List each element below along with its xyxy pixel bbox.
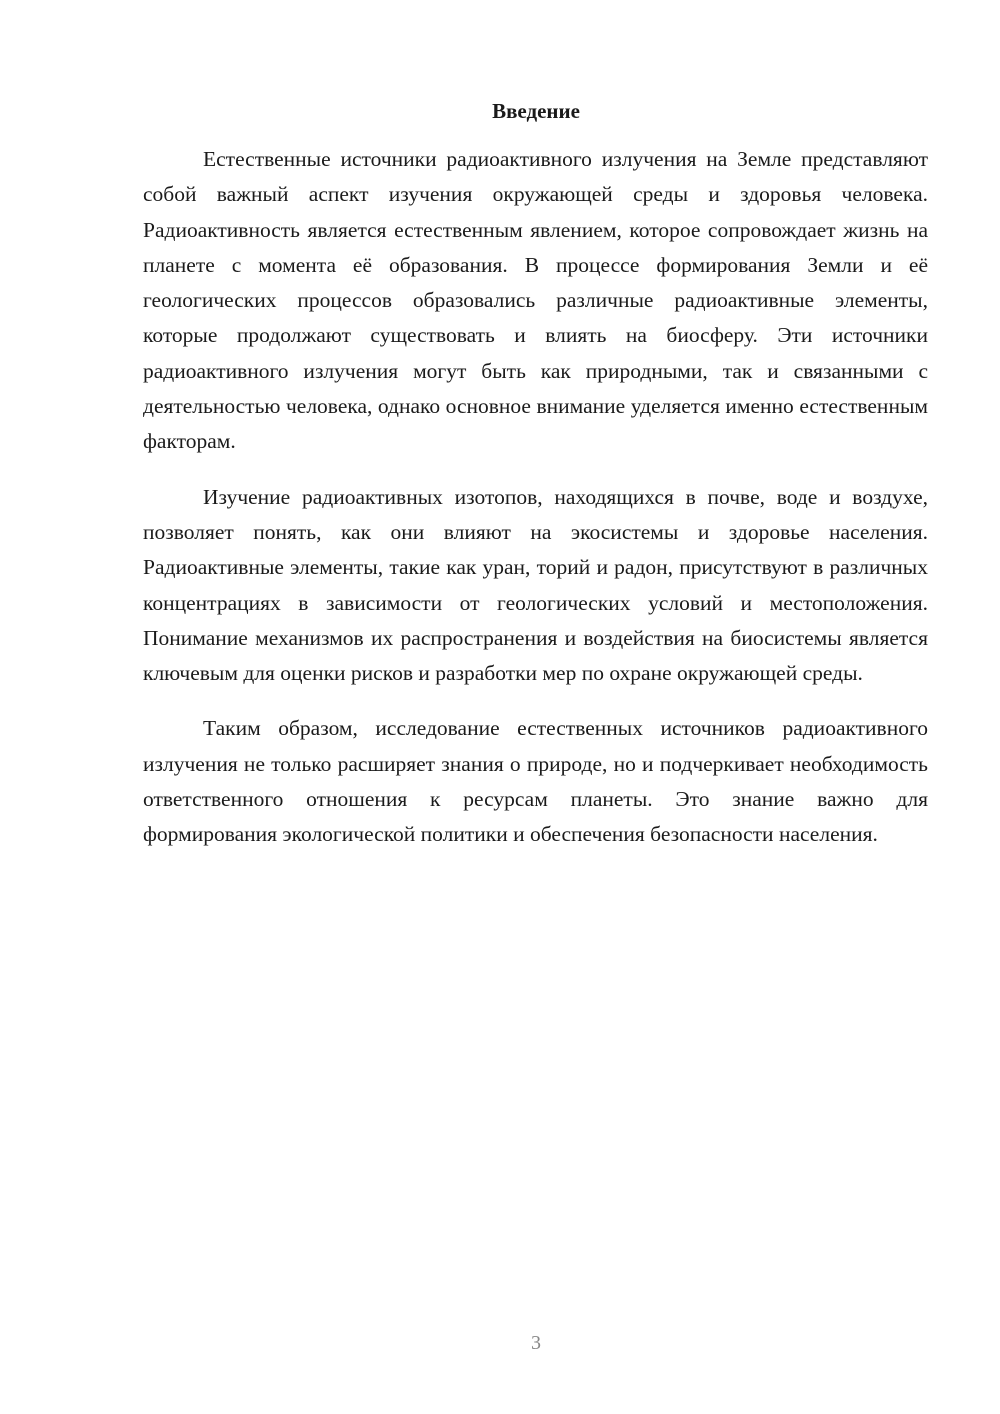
- paragraph-2: Изучение радиоактивных изотопов, находящихся в почве, воде и воздухе, позволяет понять, как они влияют на экосистемы и здоровье населения. Радиоактивные элементы, такие как уран, торий и радон, присутствуют в различных концентрациях в зависимости от геологических условий и местоположения. Понимание механизмов их распространения и воздействия на биосистемы является ключевым для оценки рисков и разработки мер по охране окружающей среды.: [143, 484, 928, 686]
- paragraph-1: Естественные источники радиоактивного излучения на Земле представляют собой важный аспект изучения окружающей среды и здоровья человека. Радиоактивность является естественным явлением, которое сопровождает жизнь на планете с момента её образования. В процессе формирования Земли и её геологических процессов образовались различные радиоактивные элементы, которые продолжают существовать и влиять на биосферу. Эти источники радиоактивного излучения могут быть как природными, так и связанными с деятельностью человека, однако основное внимание уделяется именно естественным факторам.: [143, 147, 928, 454]
- page-number: 3: [531, 1332, 541, 1354]
- body-text: [143, 142, 928, 853]
- paragraph-3: Таким образом, исследование естественных источников радиоактивного излучения не только расширяет знания о природе, но и подчеркивает необходимость ответственного отношения к ресурсам планеты. Это знание важно для формирования экологической политики и обеспечения безопасности населения.: [143, 716, 928, 847]
- section-heading: Введение: [492, 99, 580, 123]
